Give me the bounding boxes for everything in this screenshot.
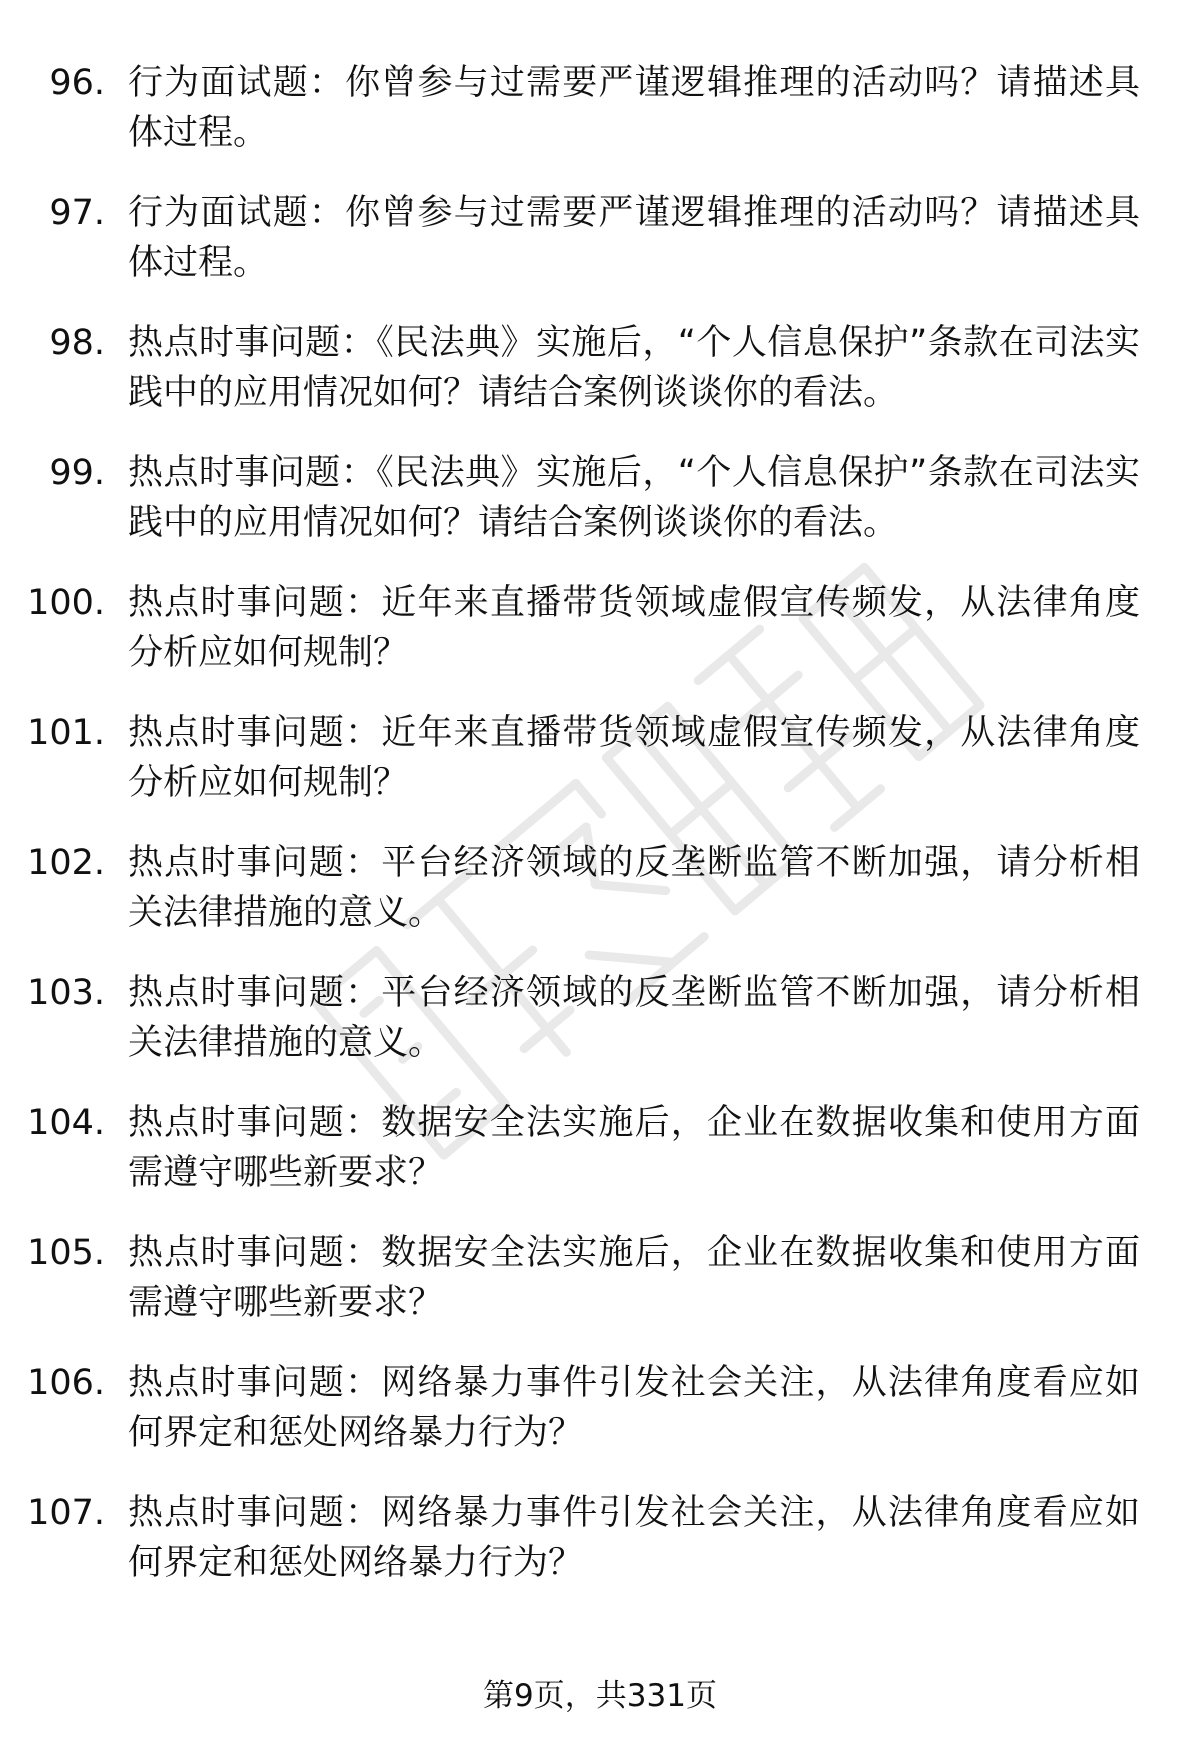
question-number: 99. <box>49 453 105 493</box>
question-number: 105. <box>27 1233 105 1273</box>
list-item <box>0 1098 1200 1228</box>
question-text: 热点时事问题：《民法典》实施后，“个人信息保护”条款在司法实践中的应用情况如何？请结合案例谈谈你的看法。 <box>128 323 1140 413</box>
question-number: 103. <box>27 973 105 1013</box>
list-item <box>0 1228 1200 1358</box>
question-text: 热点时事问题：网络暴力事件引发社会关注，从法律角度看应如何界定和惩处网络暴力行为？ <box>128 1493 1140 1583</box>
question-text: 热点时事问题：近年来直播带货领域虚假宣传频发，从法律角度分析应如何规制？ <box>128 713 1140 803</box>
list-item <box>0 188 1200 318</box>
question-number: 96. <box>49 63 105 103</box>
list-item <box>0 1488 1200 1618</box>
question-number: 102. <box>27 843 105 883</box>
question-text: 热点时事问题：网络暴力事件引发社会关注，从法律角度看应如何界定和惩处网络暴力行为？ <box>128 1363 1140 1453</box>
list-item <box>0 838 1200 968</box>
question-list <box>0 58 1200 1618</box>
question-text: 行为面试题：你曾参与过需要严谨逻辑推理的活动吗？请描述具体过程。 <box>128 193 1140 283</box>
question-text: 热点时事问题：数据安全法实施后，企业在数据收集和使用方面需遵守哪些新要求？ <box>128 1233 1140 1323</box>
question-number: 98. <box>49 323 105 363</box>
list-item <box>0 968 1200 1098</box>
question-number: 106. <box>27 1363 105 1403</box>
question-text: 热点时事问题：《民法典》实施后，“个人信息保护”条款在司法实践中的应用情况如何？请结合案例谈谈你的看法。 <box>128 453 1140 543</box>
list-item <box>0 58 1200 188</box>
question-text: 热点时事问题：平台经济领域的反垄断监管不断加强，请分析相关法律措施的意义。 <box>128 973 1140 1063</box>
question-number: 100. <box>27 583 105 623</box>
question-text: 行为面试题：你曾参与过需要严谨逻辑推理的活动吗？请描述具体过程。 <box>128 63 1140 153</box>
list-item <box>0 448 1200 578</box>
question-text: 热点时事问题：近年来直播带货领域虚假宣传频发，从法律角度分析应如何规制？ <box>128 583 1140 673</box>
list-item <box>0 1358 1200 1488</box>
page-number-label: 第9页，共331页 <box>483 1678 717 1714</box>
question-number: 101. <box>27 713 105 753</box>
question-number: 97. <box>49 193 105 233</box>
question-number: 107. <box>27 1493 105 1533</box>
page-footer <box>0 1674 1200 1718</box>
question-number: 104. <box>27 1103 105 1143</box>
question-text: 热点时事问题：数据安全法实施后，企业在数据收集和使用方面需遵守哪些新要求？ <box>128 1103 1140 1193</box>
list-item <box>0 578 1200 708</box>
question-text: 热点时事问题：平台经济领域的反垄断监管不断加强，请分析相关法律措施的意义。 <box>128 843 1140 933</box>
list-item <box>0 318 1200 448</box>
list-item <box>0 708 1200 838</box>
